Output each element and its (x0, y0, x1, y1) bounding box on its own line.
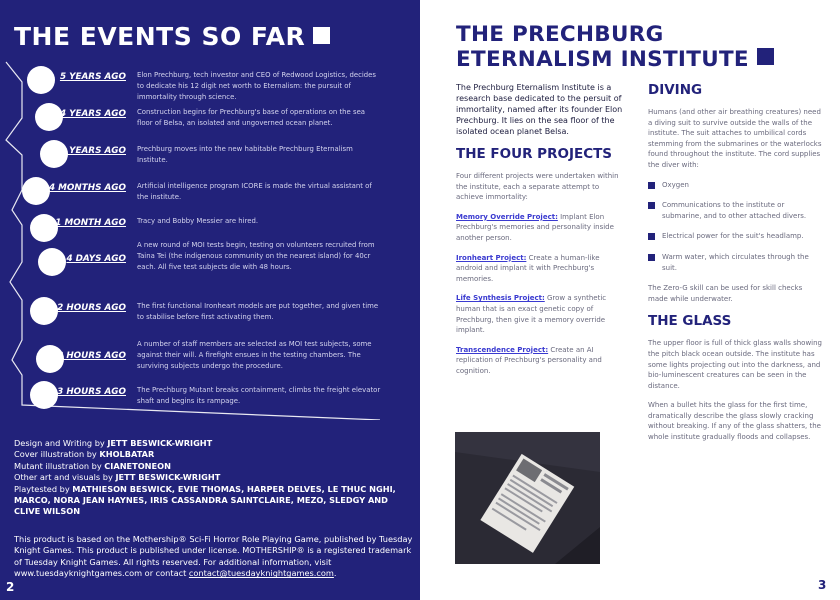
project-item: Memory Override Project: Implant Elon Prechburg's memories and personality inside another person. (456, 212, 614, 242)
event-label: 5 YEARS AGO (59, 72, 126, 82)
event-text: Tracy and Bobby Messier are hired. (137, 217, 259, 225)
event-label: 4 DAYS AGO (66, 254, 126, 264)
timeline-event (0, 72, 420, 112)
projects-heading: THE FOUR PROJECTS (456, 146, 613, 162)
credit-line: Cover illustration by KHOLBATAR (14, 449, 155, 460)
list-item: Oxygen (648, 180, 824, 191)
credit-line: Mutant illustration by CIANETONEON (14, 460, 171, 471)
timeline-dot (38, 248, 66, 276)
column-left (456, 82, 626, 386)
diving-note: The Zero-G skill can be used for skill checks made while underwater. (648, 284, 803, 303)
event-text: Construction begins for Prechburg's base of operations on the sea floor of Belsa, an isolated and ungoverned ocean planet. (137, 108, 366, 127)
page-number-left: 2 (6, 580, 15, 594)
projects-intro: Four different projects were undertaken within the institute, each a separate attempt to achieve immortality: (456, 172, 619, 202)
diving-heading: DIVING (648, 82, 703, 98)
event-label: 12 HOURS AGO (51, 303, 126, 313)
bullet-square-icon (648, 233, 655, 240)
event-label: 3 HOURS AGO (57, 387, 126, 397)
timeline-dot (35, 103, 63, 131)
credit-line: Other art and visuals by JETT BESWICK-WRIGHT (14, 472, 221, 483)
credits (14, 438, 414, 518)
event-text: Elon Prechburg, tech investor and CEO of Redwood Logistics, decides to dedicate his 12 digit net worth to Eternalism: the pursuit of immortality through science. (137, 71, 376, 101)
event-text: Artificial intelligence program ICORE is made the virtual assistant of the institute. (137, 182, 372, 201)
bullet-square-icon (648, 202, 655, 209)
timeline-dot (30, 381, 58, 409)
diving-list (648, 180, 824, 274)
document-illustration (455, 432, 600, 564)
timeline-event (0, 146, 420, 186)
event-label: 4 YEARS AGO (59, 109, 126, 119)
event-text: A number of staff members are selected as MOI test subjects, some against their will. A firefight ensues in the testing chambers. The surviving subjects undergo the procedure. (137, 340, 372, 370)
events-title: THE EVENTS SO FAR (14, 22, 330, 51)
glass-text-2: When a bullet hits the glass for the first time, dramatically describe the glass slowly cracking without breaking. If any of the glass shatters, the whole institute gradually floods and collapses. (648, 401, 821, 442)
list-item: Electrical power for the suit's headlamp. (648, 231, 824, 242)
list-item: Warm water, which circulates through the suit. (648, 252, 824, 273)
timeline-event (0, 387, 420, 427)
institute-intro: The Prechburg Eternalism Institute is a research base dedicated to the persuit of immortality, named after its founder Elon Prechburg. It lies on the sea floor of the isolated ocean planet Belsa. (456, 83, 623, 136)
legal-notice: This product is based on the Mothership® Sci-Fi Horror Role Playing Game, published by Tuesday Knight Games. This product is published under license. MOTHERSHIP® is a registered trademark of Tuesday Knight Games. All rights reserved. For additional information, visit www.tuesdayknightgames.com or contact contact@tuesdayknightgames.com. (14, 534, 413, 579)
title-square-icon (757, 48, 774, 65)
timeline-dot (27, 66, 55, 94)
credit-line: Design and Writing by JETT BESWICK-WRIGHT (14, 438, 213, 448)
event-text: Prechburg moves into the new habitable Prechburg Eternalism Institute. (137, 145, 353, 164)
event-label: 2 YEARS AGO (59, 146, 126, 156)
credit-line: Playtested by MATHIESON BESWICK, EVIE THOMAS, HARPER DELVES, LE THUC NGHI, MARCO, NORA JEAN HAYNES, IRIS CASSANDRA SAINTCLAIRE, MEZO, SLEDGY AND CLIVE WILSON (14, 483, 396, 517)
contact-email-link[interactable]: contact@tuesdayknightgames.com (188, 568, 334, 579)
timeline-event (0, 241, 420, 294)
timeline-dot (22, 177, 50, 205)
event-text: The Prechburg Mutant breaks containment, climbs the freight elevator shaft and begins its rampage. (137, 386, 381, 405)
column-right (648, 82, 824, 452)
timeline-dot (30, 214, 58, 242)
event-text: A new round of MOI tests begin, testing on volunteers recruited from Taina Tei (the indigenous community on the nearest island) for 40cr each. All five test subjects die with 48 hours. (137, 241, 375, 271)
page-number-right: 3 (818, 578, 827, 592)
event-text: The first functional Ironheart models are put together, and given time to stabilise before first activating them. (137, 302, 379, 321)
event-label: 1 MONTH AGO (55, 218, 126, 228)
glass-text-1: The upper floor is full of thick glass walls showing the pitch black ocean outside. The institute has some lights projecting out into the darkness, and bio-luminescent creatures can be seen in the distance. (648, 339, 823, 390)
paper-on-desk-icon (455, 432, 600, 564)
project-item: Ironheart Project: Create a human-like android and implant it with Prechburg's memories. (456, 253, 600, 283)
timeline-event (0, 303, 420, 343)
list-item: Communications to the institute or submarine, and to other attached divers. (648, 200, 824, 221)
bullet-square-icon (648, 254, 655, 261)
institute-title: THE PRECHBURG ETERNALISM INSTITUTE (456, 22, 774, 72)
project-item: Transcendence Project: Create an AI replication of Prechburg's personality and cognition. (456, 345, 602, 375)
project-item: Life Synthesis Project: Grow a synthetic human that is an exact genetic copy of Prechburg, then give it a memory override implant. (456, 294, 607, 335)
diving-text: Humans (and other air breathing creatures) need a diving suit to survive outside the walls of the institute. The suit attaches to umbilical cords stemming from the submarines or the waterlocks found throughout the institute. The cord supplies the diver with: (648, 108, 822, 169)
bullet-square-icon (648, 182, 655, 189)
event-label: 4 MONTHS AGO (48, 183, 126, 193)
glass-heading: THE GLASS (648, 313, 732, 330)
event-label: 8 HOURS AGO (57, 351, 126, 361)
